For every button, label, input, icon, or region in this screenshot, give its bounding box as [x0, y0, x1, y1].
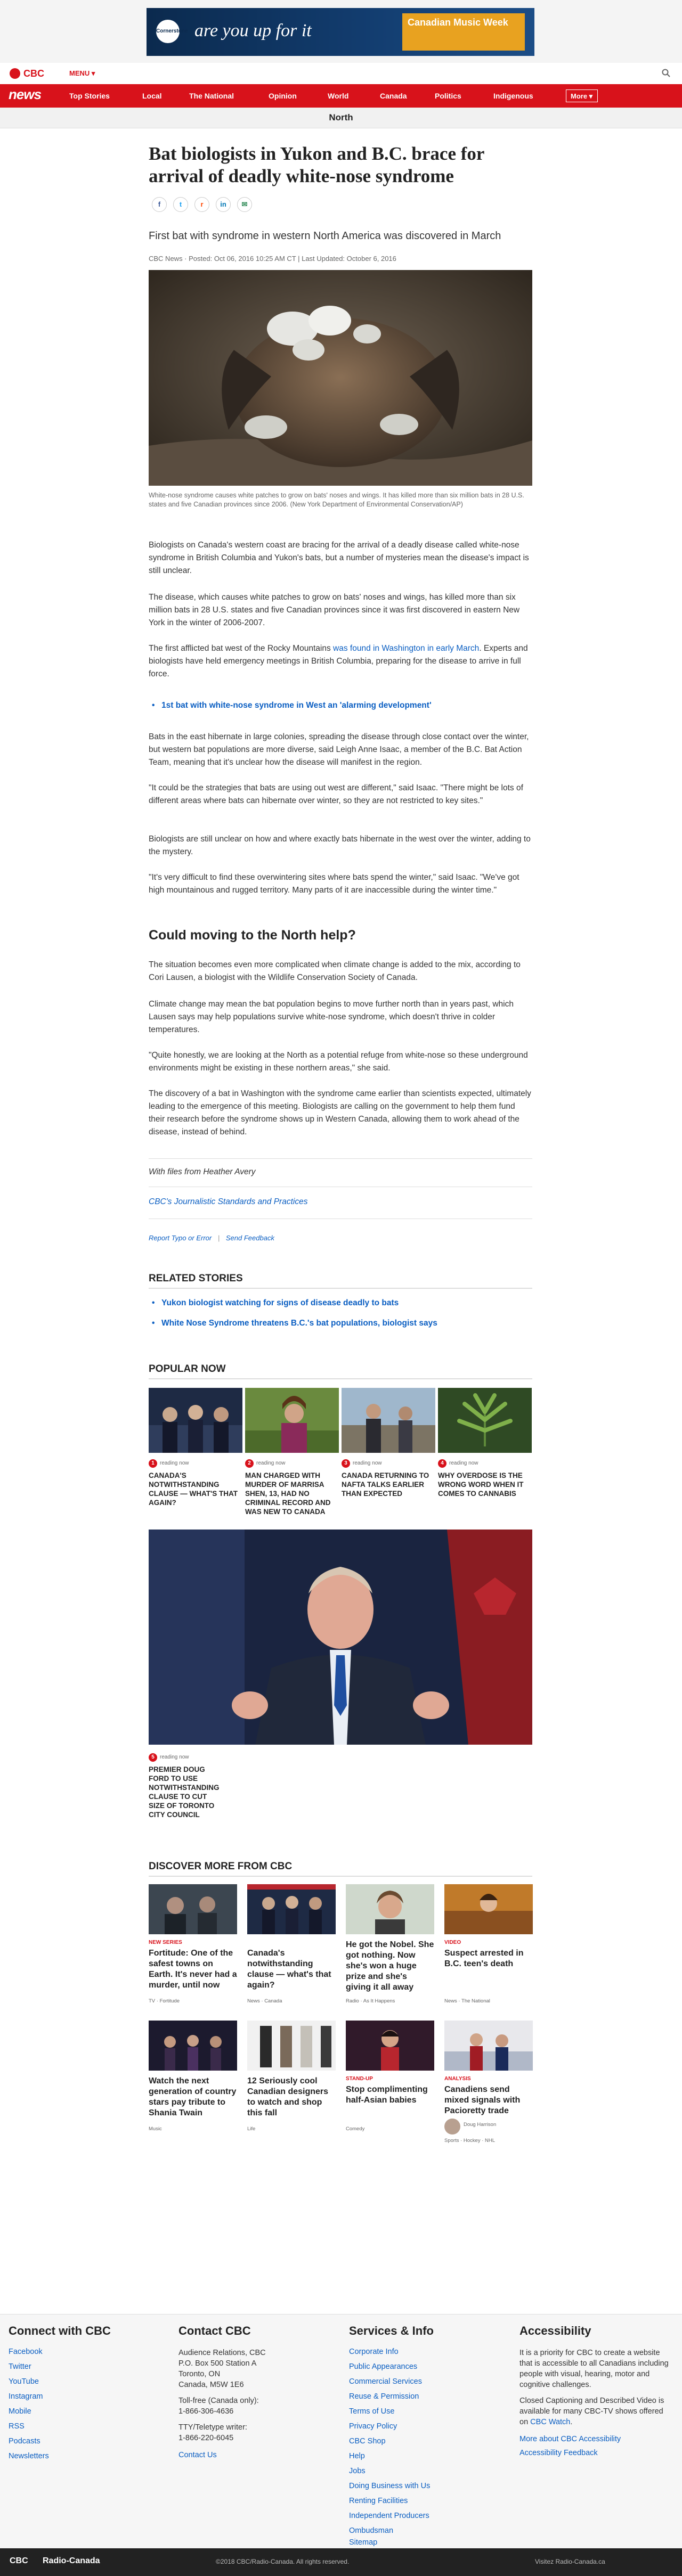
accessibility-text: It is a priority for CBC to create a website that is accessible to all Canadians including people with visual, hearing, motor and cognitive challenges. [519, 2349, 669, 2389]
discover-source: Music [149, 2126, 162, 2132]
footer-link-twitter[interactable]: Twitter [9, 2362, 31, 2371]
news-nav [0, 84, 682, 108]
sponsor-logo: Cornerstone [156, 20, 180, 43]
related-inline-link[interactable]: • 1st bat with white-nose syndrome in West an 'alarming development' [161, 701, 534, 710]
feedback-links [149, 1234, 274, 1242]
footer-link-youtube[interactable]: YouTube [9, 2377, 39, 2386]
discover-source: News · The National [444, 1998, 490, 2004]
discover-thumb[interactable] [149, 1884, 237, 1934]
services-title: Services & Info [349, 2324, 434, 2337]
contact-us-link[interactable]: Contact Us [178, 2451, 217, 2459]
popular-title: POPULAR NOW [149, 1363, 226, 1375]
discover-source: TV · Fortitude [149, 1998, 180, 2004]
discover-thumb[interactable] [247, 1884, 336, 1934]
reddit-share-icon[interactable]: r [194, 197, 209, 212]
footer-link-rss[interactable]: RSS [9, 2422, 25, 2431]
popular-item-title[interactable]: MAN CHARGED WITH MURDER OF MARRISA SHEN, 13, HAD NO CRIMINAL RECORD AND WAS NEW TO CANADA [245, 1471, 331, 1516]
discover-label: ANALYSIS [444, 2076, 471, 2082]
email-share-icon[interactable]: ✉ [237, 197, 252, 212]
related-title: RELATED STORIES [149, 1273, 243, 1284]
more-button[interactable]: More ▾ [566, 89, 598, 102]
article-byline: CBC News · Posted: Oct 06, 2016 10:25 AM CT | Last Updated: October 6, 2016 [149, 255, 396, 263]
news-brand[interactable]: news [9, 86, 42, 102]
footer-link-producers[interactable]: Independent Producers [349, 2512, 429, 2520]
cbc-footer-logo[interactable]: CBC [10, 2556, 28, 2565]
footer-link-newsletters[interactable]: Newsletters [9, 2452, 49, 2460]
paragraph: The situation becomes even more complicated when climate change is added to the mix, according to Cori Lausen, a biologist with the Wildlife Conservation Society of Canada. [149, 960, 521, 982]
footer-link-ombudsman[interactable]: Ombudsman [349, 2526, 394, 2535]
accessibility-feedback-link[interactable]: Accessibility Feedback [519, 2449, 598, 2457]
discover-item-title[interactable]: Suspect arrested in B.C. teen's death [444, 1949, 524, 1968]
discover-label: STAND-UP [346, 2076, 373, 2082]
nav-local[interactable]: Local [142, 92, 162, 100]
washington-bat-link[interactable]: was found in Washington in early March [333, 644, 480, 653]
discover-title: DISCOVER MORE FROM CBC [149, 1861, 293, 1872]
discover-thumb[interactable] [346, 1884, 434, 1934]
nav-top-stories[interactable]: Top Stories [69, 92, 110, 100]
tty-label: TTY/Teletype writer: [178, 2423, 247, 2432]
discover-item-title[interactable]: He got the Nobel. She got nothing. Now she's won a huge prize and she's giving it all away [346, 1940, 434, 1992]
related-link[interactable]: • White Nose Syndrome threatens B.C.'s bat populations, biologist says [161, 1319, 437, 1328]
footer-link-reuse[interactable]: Reuse & Permission [349, 2392, 419, 2401]
report-typo-link[interactable]: Report Typo or Error [149, 1234, 212, 1242]
paragraph: "It's very difficult to find these overwintering sites where bats spend the winter," said Isaac. "We've got high mountainous and rugged territory. Many parts of it are inaccessible during the winter time." [149, 873, 519, 895]
divider [149, 1158, 532, 1159]
ad-event: Canadian Music Week [402, 13, 525, 51]
divider [149, 1288, 532, 1289]
linkedin-share-icon[interactable]: in [216, 197, 231, 212]
tollfree-label: Toll-free (Canada only): [178, 2397, 259, 2405]
divider [149, 1378, 532, 1379]
cbc-watch-link[interactable]: CBC Watch [530, 2418, 571, 2426]
standards-link[interactable]: CBC's Journalistic Standards and Practices [149, 1197, 308, 1206]
nav-politics[interactable]: Politics [435, 92, 461, 100]
footer-link-podcasts[interactable]: Podcasts [9, 2437, 40, 2446]
article-headline: Bat biologists in Yukon and B.C. brace for arrival of deadly white-nose syndrome [149, 143, 484, 186]
paragraph: The disease, which causes white patches to grow on bats' noses and wings, has killed more than six million bats in 28 U.S. states and five Canadian provinces since it was first discovered in eastern New York in the winter of 2006-2007. [149, 593, 520, 627]
discover-label: VIDEO [444, 1940, 461, 1945]
cbc-wordmark[interactable]: CBC [23, 68, 44, 79]
discover-source: Sports · Hockey · NHL [444, 2138, 496, 2144]
contact-address-line: Toronto, ON [178, 2370, 221, 2378]
paragraph: Climate change may mean the bat population begins to move further north than in years past, which Lausen says may help populations survive white-nose syndrome, which doesn't thrive in colder temperatures. [149, 1000, 514, 1034]
advertisement[interactable] [147, 8, 534, 56]
nav-opinion[interactable]: Opinion [269, 92, 297, 100]
reading-count: 4 reading now [438, 1459, 478, 1468]
popular-feature-photo[interactable] [149, 1530, 532, 1745]
footer-link-facebook[interactable]: Facebook [9, 2348, 43, 2356]
paragraph: Biologists on Canada's western coast are bracing for the arrival of a deadly disease called white-nose syndrome in British Columbia and Yukon's bats, but a number of mysteries mean the disease's impact is still unclear. [149, 541, 529, 575]
bottom-bar [0, 2548, 682, 2576]
nav-indigenous[interactable]: Indigenous [493, 92, 533, 100]
discover-item-title[interactable]: 12 Seriously cool Canadian designers to watch and shop this fall [247, 2076, 329, 2117]
accessibility-more-link[interactable]: More about CBC Accessibility [519, 2435, 621, 2443]
discover-source: Comedy [346, 2126, 365, 2132]
contact-address-line: P.O. Box 500 Station A [178, 2359, 257, 2368]
footer-link-mobile[interactable]: Mobile [9, 2407, 31, 2416]
discover-source: Life [247, 2126, 256, 2132]
paragraph: The first afflicted bat west of the Rocky Mountains was found in Washington in early March. Experts and biologists have held emergency meetings in British Columbia, preparing for the disease to arrive in full force. [149, 644, 528, 678]
reading-count: 1 reading now [149, 1459, 189, 1468]
twitter-share-icon[interactable]: t [173, 197, 188, 212]
divider [149, 1876, 532, 1877]
article-deck: First bat with syndrome in western North America was discovered in March [149, 230, 501, 242]
accessibility-captioning: Closed Captioning and Described Video is available for many CBC-TV shows offered on CBC Watch. [519, 2397, 664, 2426]
popular-thumb[interactable] [245, 1388, 339, 1453]
article-credit: With files from Heather Avery [149, 1167, 256, 1176]
footer-link-public-appearances[interactable]: Public Appearances [349, 2362, 418, 2371]
paragraph: Bats in the east hibernate in large colonies, spreading the disease through close contact over the winter, but western bat populations are more diverse, said Leigh Anne Isaac, a member of the B.C. Bat Action Team, meaning that it's unclear how the disease will manifest in the region. [149, 732, 529, 767]
section-title[interactable]: North [0, 108, 682, 128]
photo-caption: White-nose syndrome causes white patches to grow on bats' noses and wings. It has killed more than six million bats in 28 U.S. states and five Canadian provinces since 2006. (New York Department of Environmental Conservation/AP) [149, 492, 524, 508]
reading-count: 2 reading now [245, 1459, 285, 1468]
author-avatar [444, 2119, 460, 2135]
discover-item-title[interactable]: Canada's notwithstanding clause — what's that again? [247, 1949, 331, 1990]
separator: | [217, 1234, 220, 1242]
cbc-gem-logo[interactable] [10, 68, 20, 79]
copyright: ©2018 CBC/Radio-Canada. All rights reserved. [216, 2558, 350, 2565]
tollfree-number: 1-866-306-4636 [178, 2407, 234, 2416]
reading-count: 5 reading now [149, 1753, 189, 1762]
send-feedback-link[interactable]: Send Feedback [225, 1234, 274, 1242]
tty-number: 1-866-220-6045 [178, 2434, 234, 2442]
popular-item-title[interactable]: CANADA RETURNING TO NAFTA TALKS EARLIER THAN EXPECTED [342, 1471, 429, 1498]
paragraph: The discovery of a bat in Washington with the syndrome came earlier than scientists expected, ultimately leading to the emergence of this meeting. Biologists are calling on the government to help them fund their research before the syndrome shows up in Western Canada, allowing them to work ahead of the disease, instead of behind. [149, 1089, 531, 1136]
related-link[interactable]: • Yukon biologist watching for signs of disease deadly to bats [161, 1298, 399, 1308]
accessibility-title: Accessibility [519, 2324, 591, 2337]
nav-world[interactable]: World [328, 92, 349, 100]
footer-link-privacy[interactable]: Privacy Policy [349, 2422, 397, 2431]
article-subhead: Could moving to the North help? [149, 928, 356, 943]
visit-radio-canada-link[interactable]: Visitez Radio-Canada.ca [535, 2558, 605, 2565]
paragraph: "Quite honestly, we are looking at the North as a potential refuge from white-nose so these underground environments might be existing in these northern areas," she said. [149, 1051, 528, 1073]
popular-item-title[interactable]: CANADA'S NOTWITHSTANDING CLAUSE — WHAT'S THAT AGAIN? [149, 1471, 238, 1507]
popular-thumb[interactable] [149, 1388, 242, 1453]
footer-link-corporate-info[interactable]: Corporate Info [349, 2348, 399, 2356]
menu-button[interactable]: MENU ▾ [69, 69, 95, 77]
footer-link-terms[interactable]: Terms of Use [349, 2407, 395, 2416]
footer-link-instagram[interactable]: Instagram [9, 2392, 43, 2401]
nav-the-national[interactable]: The National [189, 92, 234, 100]
discover-author[interactable]: Doug Harrison [464, 2122, 497, 2128]
site-footer [0, 2314, 682, 2549]
article-photo-bat [149, 270, 532, 486]
footer-link-commercial-services[interactable]: Commercial Services [349, 2377, 422, 2386]
discover-thumb[interactable] [247, 2021, 336, 2071]
popular-thumb[interactable] [342, 1388, 435, 1453]
contact-address-line: Audience Relations, CBC [178, 2349, 266, 2357]
discover-source: News · Canada [247, 1998, 282, 2004]
nav-canada[interactable]: Canada [380, 92, 407, 100]
contact-title: Contact CBC [178, 2324, 251, 2337]
footer-link-sitemap[interactable]: Sitemap [349, 2538, 378, 2547]
popular-thumb[interactable] [438, 1388, 532, 1453]
popular-item-title[interactable]: PREMIER DOUG FORD TO USE NOTWITHSTANDING CLAUSE TO CUT SIZE OF TORONTO CITY COUNCIL [149, 1765, 220, 1819]
ad-tagline: are you up for it [194, 21, 312, 40]
discover-item-title[interactable]: Watch the next generation of country stars pay tribute to Shania Twain [149, 2076, 237, 2117]
discover-thumb[interactable] [444, 1884, 533, 1934]
footer-link-doing-business[interactable]: Doing Business with Us [349, 2482, 431, 2490]
site-header [0, 63, 682, 85]
paragraph: Biologists are still unclear on how and where exactly bats hibernate in the west over the winter, adding to the mystery. [149, 835, 531, 856]
facebook-share-icon[interactable]: f [152, 197, 167, 212]
bat-photo-illustration [149, 270, 532, 486]
footer-link-help[interactable]: Help [349, 2452, 365, 2460]
popular-item-title[interactable]: WHY OVERDOSE IS THE WRONG WORD WHEN IT COMES TO CANNABIS [438, 1471, 524, 1498]
paragraph: "It could be the strategies that bats are using out west are different," said Isaac. "There might be lots of different areas where bats can hibernate over winter, so they are not restricted to key sites." [149, 783, 523, 805]
footer-link-shop[interactable]: CBC Shop [349, 2437, 386, 2446]
search-icon[interactable] [662, 69, 670, 77]
ad-banner-area [0, 0, 682, 63]
discover-label: NEW SERIES [149, 1940, 182, 1945]
discover-item-title[interactable]: Fortitude: One of the safest towns on Earth. It's never had a murder, until now [149, 1949, 237, 1990]
discover-item-title[interactable]: Canadiens send mixed signals with Pacioretty trade [444, 2085, 521, 2115]
footer-link-renting[interactable]: Renting Facilities [349, 2497, 408, 2505]
footer-link-jobs[interactable]: Jobs [349, 2467, 366, 2475]
radio-canada-logo[interactable]: Radio-Canada [43, 2556, 100, 2565]
reading-count: 3 reading now [342, 1459, 381, 1468]
contact-address-line: Canada, M5W 1E6 [178, 2381, 244, 2389]
discover-thumb[interactable] [149, 2021, 237, 2071]
discover-item-title[interactable]: Stop complimenting half-Asian babies [346, 2085, 428, 2105]
connect-title: Connect with CBC [9, 2324, 111, 2337]
discover-source: Radio · As It Happens [346, 1998, 395, 2004]
discover-thumb[interactable] [444, 2021, 533, 2071]
discover-thumb[interactable] [346, 2021, 434, 2071]
